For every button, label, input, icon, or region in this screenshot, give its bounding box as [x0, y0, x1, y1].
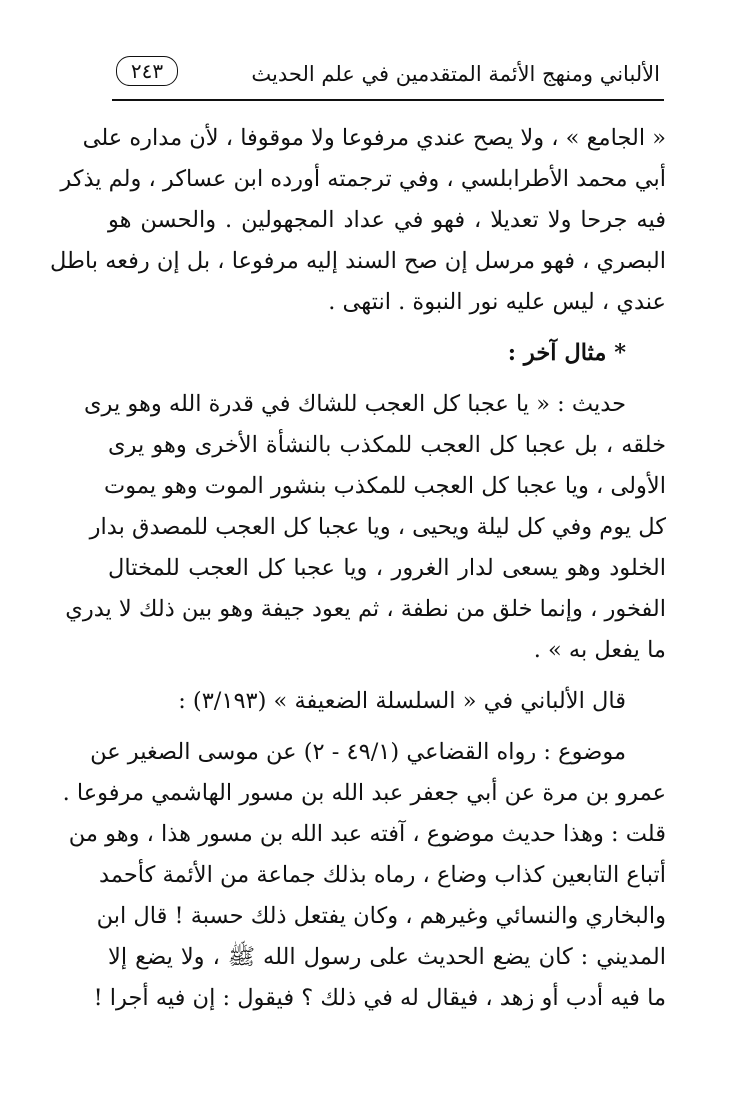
- text-line: أبي محمد الأطرابلسي ، وفي ترجمته أورده ابن عساكر ، ولم يذكر: [60, 166, 666, 192]
- text-line: أتباع التابعين كذاب وضاع ، رماه بذلك جماعة من الأئمة كأحمد: [99, 862, 666, 888]
- text-line: عندي ، ليس عليه نور النبوة . انتهى .: [328, 289, 666, 315]
- text-line: خلقه ، بل عجبا كل العجب للمكذب بالنشأة الأخرى وهو يرى: [108, 432, 666, 458]
- running-title: الألباني ومنهج الأئمة المتقدمين في علم الحديث: [251, 62, 660, 86]
- text-line: والبخاري والنسائي وغيرهم ، وكان يفتعل ذلك حسبة ! قال ابن: [96, 903, 666, 929]
- text-line: حديث : « يا عجبا كل العجب للشاك في قدرة الله وهو يرى: [83, 391, 626, 417]
- text-line: قال الألباني في « السلسلة الضعيفة » (٣/١٩٣) :: [178, 688, 626, 714]
- page-body: [50, 118, 666, 1019]
- text-line: كل يوم وفي كل ليلة ويحيى ، ويا عجبا كل العجب للمصدق بدار: [89, 514, 666, 540]
- header-rule: [112, 99, 664, 101]
- text-line: موضوع : رواه القضاعي (٤٩/١ - ٢) عن موسى الصغير عن: [90, 739, 626, 765]
- text-line: الخلود وهو يسعى لدار الغرور ، ويا عجبا كل العجب للمختال: [108, 555, 666, 581]
- page-number: ٢٤٣: [116, 56, 178, 86]
- text-line: ما يفعل به » .: [533, 637, 666, 663]
- text-line: « الجامع » ، ولا يصح عندي مرفوعا ولا موقوفا ، لأن مداره على: [82, 125, 666, 151]
- text-line: البصري ، فهو مرسل إن صح السند إليه مرفوعا ، بل إن رفعه باطل: [50, 248, 666, 274]
- text-line: الأولى ، ويا عجبا كل العجب للمكذب بنشور الموت وهو يموت: [104, 473, 666, 499]
- text-line: قلت : وهذا حديث موضوع ، آفته عبد الله بن مسور هذا ، وهو من: [68, 821, 666, 847]
- text-line: ما فيه أدب أو زهد ، فيقال له في ذلك ؟ فيقول : إن فيه أجرا !: [93, 985, 666, 1011]
- section-heading: * مثال آخر :: [507, 340, 626, 366]
- text-line: المديني : كان يضع الحديث على رسول الله ﷺ ، ولا يضع إلا: [108, 944, 666, 970]
- page-header: [112, 56, 660, 96]
- text-line: الفخور ، وإنما خلق من نطفة ، ثم يعود جيفة وهو بين ذلك لا يدري: [65, 596, 666, 622]
- text-line: عمرو بن مرة عن أبي جعفر عبد الله بن مسور الهاشمي مرفوعا .: [62, 780, 666, 806]
- text-line: فيه جرحا ولا تعديلا ، فهو في عداد المجهولين . والحسن هو: [108, 207, 666, 233]
